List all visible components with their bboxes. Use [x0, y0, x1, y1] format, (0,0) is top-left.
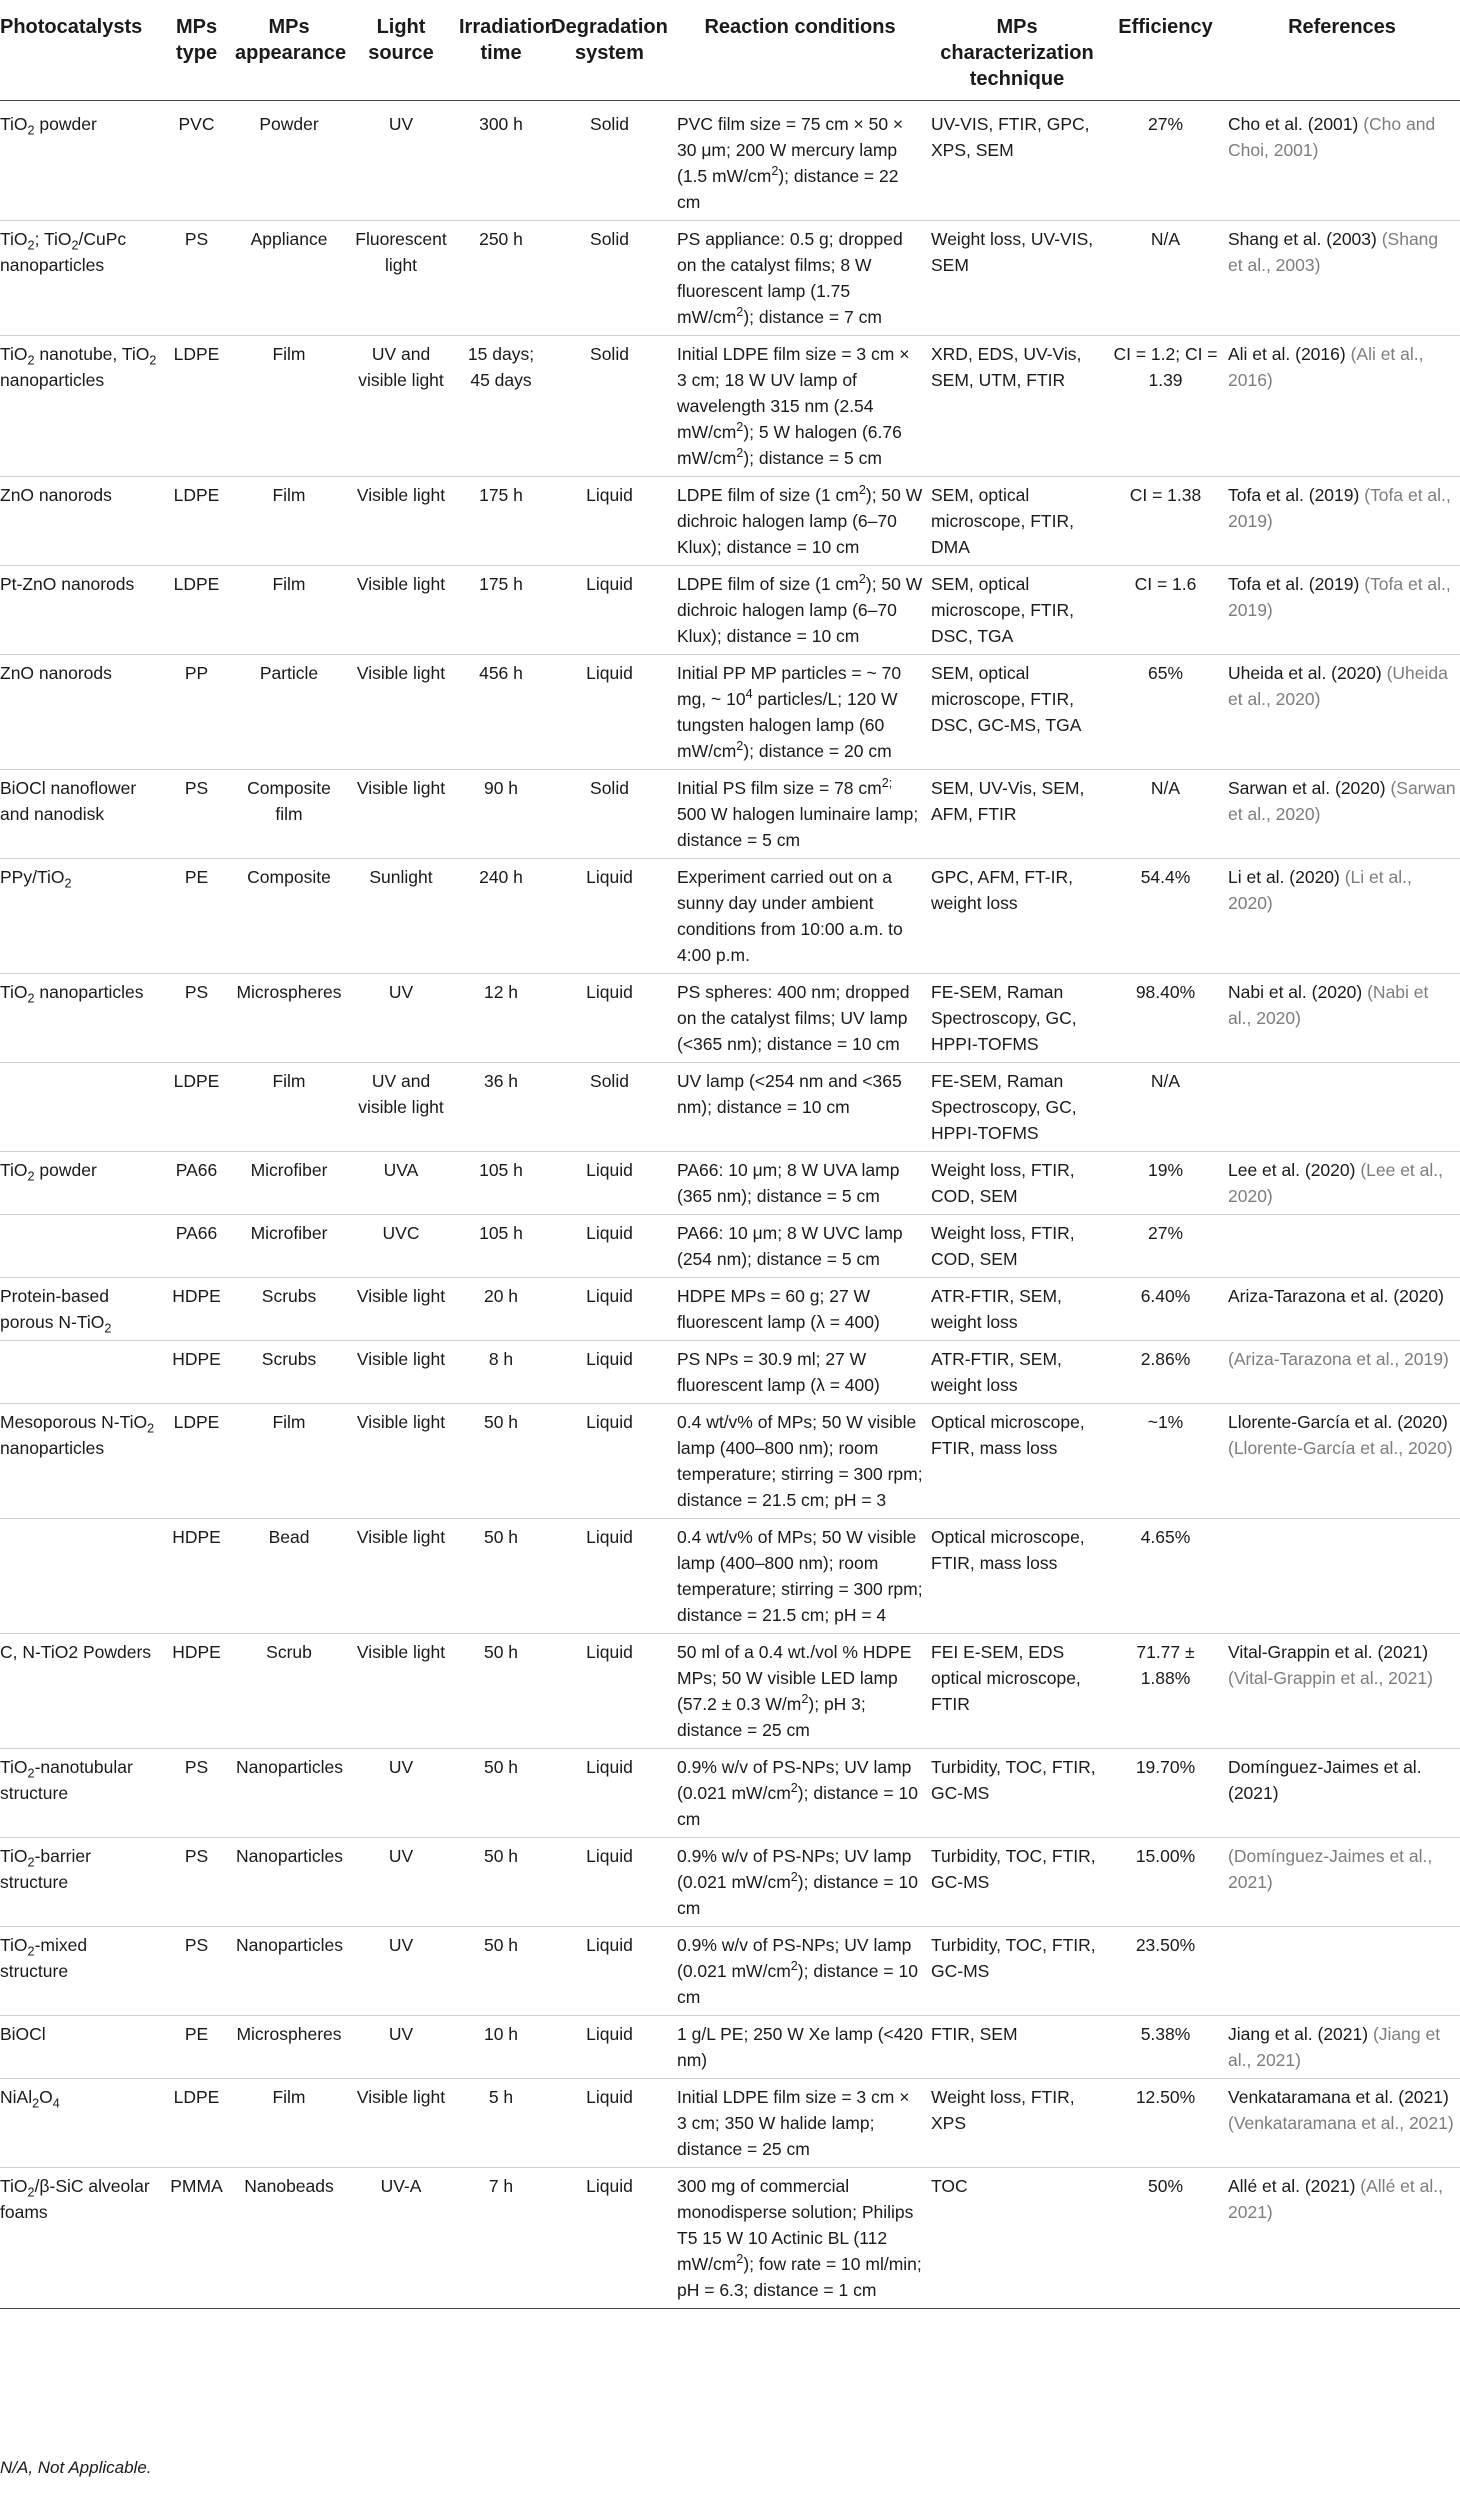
cell-photocatalyst: TiO$_2$-barrier structure	[0, 1838, 161, 1927]
cell-reaction-conditions: LDPE film of size (1 $cm^2$); 50 W dichroic halogen lamp (6–70 Klux); distance = 10 cm	[673, 477, 927, 566]
cell-mps-type: LDPE	[161, 477, 232, 566]
cell-light-source: Visible light	[346, 477, 456, 566]
col-header-mps-type: MPs type	[161, 0, 232, 101]
cell-efficiency: 71.77 ± 1.88%	[1107, 1634, 1224, 1749]
cell-mps-type: PMMA	[161, 2168, 232, 2309]
cell-characterization: FE-SEM, Raman Spectroscopy, GC, HPPI-TOFMS	[927, 1063, 1107, 1152]
cell-mps-appearance: Composite	[232, 859, 346, 974]
cell-light-source: Visible light	[346, 1519, 456, 1634]
cell-irradiation-time: 50 h	[456, 1927, 546, 2016]
cell-mps-appearance: Microfiber	[232, 1152, 346, 1215]
cell-irradiation-time: 20 h	[456, 1278, 546, 1341]
cell-irradiation-time: 300 h	[479, 114, 523, 134]
cell-photocatalyst	[0, 1063, 161, 1152]
cell-mps-type: PS	[161, 974, 232, 1063]
cell-light-source: UV	[388, 114, 414, 134]
cell-light-source: Visible light	[346, 1341, 456, 1404]
cell-characterization: SEM, optical microscope, FTIR, DMA	[927, 477, 1107, 566]
cell-mps-type: PS	[161, 1838, 232, 1927]
cell-reaction-conditions: 300 mg of commercial monodisperse solution; Philips T5 15 W 10 Actinic BL (112 $mW/cm^2$); fow rate = 10 ml/min; pH = 6.3; distance = 1 cm	[673, 2168, 927, 2309]
cell-degradation-system: Liquid	[546, 566, 673, 655]
cell-characterization: FE-SEM, Raman Spectroscopy, GC, HPPI-TOFMS	[927, 974, 1107, 1063]
cell-irradiation-time: 36 h	[456, 1063, 546, 1152]
cell-mps-appearance: Film	[232, 477, 346, 566]
cell-efficiency: ~1%	[1107, 1404, 1224, 1519]
cell-photocatalyst: C, N-TiO2 Powders	[0, 1634, 161, 1749]
cell-mps-appearance: Microspheres	[232, 974, 346, 1063]
cell-irradiation-time: 7 h	[456, 2168, 546, 2309]
cell-reference: Sarwan et al. (2020) (Sarwan et al., 2020)	[1224, 770, 1460, 859]
cell-light-source: UV	[346, 2016, 456, 2079]
cell-reaction-conditions: PA66: 10 μm; 8 W UVA lamp (365 nm); distance = 5 cm	[673, 1152, 927, 1215]
cell-mps-type: PS	[161, 1749, 232, 1838]
col-header-efficiency: Efficiency	[1107, 0, 1224, 101]
cell-reference: Venkataramana et al. (2021) (Venkataramana et al., 2021)	[1224, 2079, 1460, 2168]
col-header-degradation-system: Degradation system	[546, 0, 673, 101]
cell-characterization: GPC, AFM, FT-IR, weight loss	[927, 859, 1107, 974]
cell-degradation-system: Liquid	[546, 1634, 673, 1749]
cell-efficiency: N/A	[1107, 1063, 1224, 1152]
cell-efficiency: 15.00%	[1107, 1838, 1224, 1927]
cell-mps-appearance: Film	[232, 566, 346, 655]
cell-characterization: Turbidity, TOC, FTIR, GC-MS	[927, 1749, 1107, 1838]
cell-degradation-system: Liquid	[546, 1927, 673, 2016]
cell-photocatalyst	[0, 1215, 161, 1278]
table-row	[0, 1341, 1460, 1404]
cell-mps-appearance: Film	[232, 2079, 346, 2168]
cell-reaction-conditions: HDPE MPs = 60 g; 27 W fluorescent lamp (λ = 400)	[673, 1278, 927, 1341]
cell-mps-type: LDPE	[161, 1063, 232, 1152]
cell-mps-type: HDPE	[161, 1278, 232, 1341]
cell-reference	[1224, 1063, 1460, 1152]
cell-photocatalyst: Mesoporous N-TiO$_2$ nanoparticles	[0, 1404, 161, 1519]
cell-degradation-system: Solid	[546, 336, 673, 477]
cell-reference: Vital-Grappin et al. (2021) (Vital-Grappin et al., 2021)	[1224, 1634, 1460, 1749]
cell-degradation-system: Liquid	[546, 1215, 673, 1278]
cell-characterization: FTIR, SEM	[927, 2016, 1107, 2079]
cell-degradation-system: Liquid	[546, 1278, 673, 1341]
cell-reference: Ariza-Tarazona et al. (2020)	[1224, 1278, 1460, 1341]
cell-irradiation-time: 175 h	[456, 566, 546, 655]
cell-efficiency: 54.4%	[1107, 859, 1224, 974]
cell-efficiency: 27%	[1147, 114, 1184, 134]
cell-degradation-system: Solid	[546, 770, 673, 859]
table-row	[0, 1063, 1460, 1152]
cell-irradiation-time: 12 h	[456, 974, 546, 1063]
cell-reference: Llorente-García et al. (2020) (Llorente-García et al., 2020)	[1224, 1404, 1460, 1519]
cell-degradation-system: Liquid	[546, 2168, 673, 2309]
cell-irradiation-time: 105 h	[456, 1152, 546, 1215]
table-row	[0, 477, 1460, 566]
cell-degradation-system: Liquid	[546, 1519, 673, 1634]
cell-reaction-conditions: 0.9% w/v of PS-NPs; UV lamp (0.021 $mW/cm^2$); distance = 10 cm	[673, 1838, 927, 1927]
cell-photocatalyst: TiO$_2$ nanotube, TiO$_2$ nanoparticles	[0, 336, 161, 477]
table-row	[0, 1152, 1460, 1215]
col-header-mps-appearance: MPs appearance	[232, 0, 346, 101]
cell-mps-appearance: Bead	[232, 1519, 346, 1634]
cell-reaction-conditions: Initial PS film size = 78 $cm^{2;}$ 500 W halogen luminaire lamp; distance = 5 cm	[673, 770, 927, 859]
col-header-irradiation-time: Irradiation time	[456, 0, 546, 101]
cell-reaction-conditions: 1 g/L PE; 250 W Xe lamp (<420 nm)	[673, 2016, 927, 2079]
cell-reference: Nabi et al. (2020) (Nabi et al., 2020)	[1224, 974, 1460, 1063]
cell-light-source: Visible light	[346, 2079, 456, 2168]
cell-characterization: Optical microscope, FTIR, mass loss	[927, 1404, 1107, 1519]
cell-light-source: Visible light	[346, 1634, 456, 1749]
cell-photocatalyst: Protein-based porous N-TiO$_2$	[0, 1278, 161, 1341]
table-row	[0, 2016, 1460, 2079]
cell-reaction-conditions: 0.4 wt/v% of MPs; 50 W visible lamp (400–800 nm); room temperature; stirring = 300 rpm; distance = 21.5 cm; pH = 3	[673, 1404, 927, 1519]
cell-characterization: XRD, EDS, UV-Vis, SEM, UTM, FTIR	[927, 336, 1107, 477]
cell-mps-type: LDPE	[161, 2079, 232, 2168]
cell-degradation-system: Liquid	[546, 2016, 673, 2079]
cell-light-source: UV	[346, 1927, 456, 2016]
cell-characterization: Weight loss, UV-VIS, SEM	[927, 221, 1107, 336]
cell-reference	[1224, 1215, 1460, 1278]
cell-degradation-system: Liquid	[546, 1404, 673, 1519]
cell-reference: Li et al. (2020) (Li et al., 2020)	[1224, 859, 1460, 974]
col-header-reaction-conditions: Reaction conditions	[673, 0, 927, 101]
cell-photocatalyst: TiO$_2$ powder	[0, 1152, 161, 1215]
cell-reference: (Domínguez-Jaimes et al., 2021)	[1224, 1838, 1460, 1927]
cell-irradiation-time: 50 h	[456, 1404, 546, 1519]
col-header-references: References	[1224, 0, 1460, 101]
cell-mps-appearance: Appliance	[232, 221, 346, 336]
cell-mps-type: PA66	[161, 1215, 232, 1278]
table-row	[0, 1278, 1460, 1341]
cell-characterization: UV-VIS, FTIR, GPC, XPS, SEM	[931, 114, 1090, 160]
cell-reaction-conditions: UV lamp (<254 nm and <365 nm); distance = 10 cm	[673, 1063, 927, 1152]
cell-degradation-system: Liquid	[546, 477, 673, 566]
cell-efficiency: 2.86%	[1107, 1341, 1224, 1404]
cell-efficiency: 27%	[1107, 1215, 1224, 1278]
cell-mps-appearance: Powder	[259, 114, 319, 134]
cell-light-source: Visible light	[346, 1278, 456, 1341]
cell-mps-appearance: Particle	[232, 655, 346, 770]
cell-photocatalyst: $NiAl_2O_4$	[0, 2079, 161, 2168]
cell-reaction-conditions: Experiment carried out on a sunny day under ambient conditions from 10:00 a.m. to 4:00 p.m.	[673, 859, 927, 974]
cell-reaction-conditions: Initial PP MP particles = ~ 70 mg, ~ $10^4$ particles/L; 120 W tungsten halogen lamp (60 $mW/cm^2$); distance = 20 cm	[673, 655, 927, 770]
cell-efficiency: 65%	[1107, 655, 1224, 770]
cell-irradiation-time: 90 h	[456, 770, 546, 859]
cell-mps-type: PE	[161, 859, 232, 974]
cell-characterization: SEM, UV-Vis, SEM, AFM, FTIR	[927, 770, 1107, 859]
cell-light-source: Visible light	[346, 566, 456, 655]
cell-reference: Allé et al. (2021) (Allé et al., 2021)	[1224, 2168, 1460, 2309]
cell-mps-type: LDPE	[161, 566, 232, 655]
cell-mps-type: HDPE	[161, 1519, 232, 1634]
table-row	[0, 770, 1460, 859]
cell-photocatalyst	[0, 1519, 161, 1634]
cell-reference: Shang et al. (2003) (Shang et al., 2003)	[1224, 221, 1460, 336]
cell-irradiation-time: 240 h	[456, 859, 546, 974]
cell-reference: Tofa et al. (2019) (Tofa et al., 2019)	[1224, 566, 1460, 655]
cell-characterization: ATR-FTIR, SEM, weight loss	[927, 1278, 1107, 1341]
cell-mps-appearance: Nanoparticles	[232, 1838, 346, 1927]
cell-characterization: TOC	[927, 2168, 1107, 2309]
table-row	[0, 1838, 1460, 1927]
cell-photocatalyst: TiO$_2$ nanoparticles	[0, 974, 161, 1063]
cell-characterization: Optical microscope, FTIR, mass loss	[927, 1519, 1107, 1634]
cell-degradation-system: Liquid	[546, 1152, 673, 1215]
table-row	[0, 1215, 1460, 1278]
cell-light-source: Visible light	[346, 1404, 456, 1519]
table-row	[0, 1404, 1460, 1519]
cell-mps-appearance: Scrubs	[232, 1278, 346, 1341]
cell-mps-appearance: Microfiber	[232, 1215, 346, 1278]
cell-irradiation-time: 456 h	[456, 655, 546, 770]
cell-reaction-conditions: Initial LDPE film size = 3 cm × 3 cm; 350 W halide lamp; distance = 25 cm	[673, 2079, 927, 2168]
cell-reaction-conditions: Initial LDPE film size = 3 cm × 3 cm; 18 W UV lamp of wavelength 315 nm (2.54 $mW/cm^2$); 5 W halogen (6.76 $mW/cm^2$); distance = 5 cm	[673, 336, 927, 477]
cell-reference: Tofa et al. (2019) (Tofa et al., 2019)	[1224, 477, 1460, 566]
table-row	[0, 974, 1460, 1063]
cell-efficiency: 4.65%	[1107, 1519, 1224, 1634]
cell-reaction-conditions: PA66: 10 μm; 8 W UVC lamp (254 nm); distance = 5 cm	[673, 1215, 927, 1278]
cell-irradiation-time: 10 h	[456, 2016, 546, 2079]
cell-reference: Jiang et al. (2021) (Jiang et al., 2021)	[1224, 2016, 1460, 2079]
cell-efficiency: 19%	[1107, 1152, 1224, 1215]
cell-photocatalyst: BiOCl	[0, 2016, 161, 2079]
cell-characterization: Weight loss, FTIR, COD, SEM	[927, 1152, 1107, 1215]
cell-reference: Uheida et al. (2020) (Uheida et al., 2020)	[1224, 655, 1460, 770]
cell-characterization: Turbidity, TOC, FTIR, GC-MS	[927, 1838, 1107, 1927]
cell-photocatalyst: TiO$_2$; TiO$_2$/CuPc nanoparticles	[0, 221, 161, 336]
table-row	[0, 1519, 1460, 1634]
cell-photocatalyst: ZnO nanorods	[0, 655, 161, 770]
cell-mps-type: PS	[161, 770, 232, 859]
table-body	[0, 101, 1460, 2309]
cell-mps-appearance: Composite film	[232, 770, 346, 859]
cell-light-source: UV and visible light	[346, 336, 456, 477]
table-row	[0, 101, 1460, 221]
cell-degradation-system: Solid	[590, 114, 629, 134]
cell-light-source: UV	[346, 1838, 456, 1927]
cell-characterization: Weight loss, FTIR, XPS	[927, 2079, 1107, 2168]
cell-mps-type: PP	[161, 655, 232, 770]
cell-reaction-conditions: PS appliance: 0.5 g; dropped on the catalyst films; 8 W fluorescent lamp (1.75 $mW/cm^2$); distance = 7 cm	[673, 221, 927, 336]
cell-mps-type: HDPE	[161, 1341, 232, 1404]
cell-characterization: ATR-FTIR, SEM, weight loss	[927, 1341, 1107, 1404]
cell-irradiation-time: 15 days; 45 days	[456, 336, 546, 477]
cell-efficiency: 6.40%	[1107, 1278, 1224, 1341]
cell-light-source: Visible light	[346, 770, 456, 859]
cell-mps-type: PS	[161, 221, 232, 336]
cell-characterization: FEI E-SEM, EDS optical microscope, FTIR	[927, 1634, 1107, 1749]
cell-efficiency: 5.38%	[1107, 2016, 1224, 2079]
cell-light-source: UVA	[346, 1152, 456, 1215]
cell-mps-type: HDPE	[161, 1634, 232, 1749]
table-row	[0, 221, 1460, 336]
cell-mps-appearance: Nanoparticles	[232, 1749, 346, 1838]
cell-degradation-system: Liquid	[546, 974, 673, 1063]
cell-irradiation-time: 175 h	[456, 477, 546, 566]
table-row	[0, 859, 1460, 974]
cell-efficiency: 12.50%	[1107, 2079, 1224, 2168]
cell-reference: Ali et al. (2016) (Ali et al., 2016)	[1224, 336, 1460, 477]
cell-mps-type: PE	[161, 2016, 232, 2079]
cell-reference	[1224, 1519, 1460, 1634]
cell-irradiation-time: 50 h	[456, 1634, 546, 1749]
cell-efficiency: CI = 1.38	[1107, 477, 1224, 566]
cell-mps-type: LDPE	[161, 1404, 232, 1519]
cell-efficiency: 50%	[1107, 2168, 1224, 2309]
cell-photocatalyst: TiO$_2$ powder	[0, 114, 97, 138]
cell-efficiency: 98.40%	[1107, 974, 1224, 1063]
table-row	[0, 2079, 1460, 2168]
cell-efficiency: 23.50%	[1107, 1927, 1224, 2016]
cell-characterization: Weight loss, FTIR, COD, SEM	[927, 1215, 1107, 1278]
cell-photocatalyst: PPy/TiO$_2$	[0, 859, 161, 974]
cell-reference	[1224, 1927, 1460, 2016]
cell-reference: Lee et al. (2020) (Lee et al., 2020)	[1224, 1152, 1460, 1215]
cell-irradiation-time: 50 h	[456, 1838, 546, 1927]
cell-photocatalyst: Pt-ZnO nanorods	[0, 566, 161, 655]
cell-irradiation-time: 50 h	[456, 1749, 546, 1838]
cell-mps-appearance: Scrubs	[232, 1341, 346, 1404]
cell-reaction-conditions: 50 ml of a 0.4 wt./vol % HDPE MPs; 50 W visible LED lamp (57.2 ± 0.3 $W/m^2$); pH 3; distance = 25 cm	[673, 1634, 927, 1749]
cell-mps-appearance: Nanoparticles	[232, 1927, 346, 2016]
cell-reaction-conditions: LDPE film of size (1 $cm^2$); 50 W dichroic halogen lamp (6–70 Klux); distance = 10 cm	[673, 566, 927, 655]
cell-photocatalyst: TiO$_2$-mixed structure	[0, 1927, 161, 2016]
cell-light-source: Sunlight	[346, 859, 456, 974]
cell-photocatalyst: TiO$_2$/β-SiC alveolar foams	[0, 2168, 161, 2309]
table-row	[0, 1634, 1460, 1749]
cell-light-source: UV-A	[346, 2168, 456, 2309]
table-row	[0, 566, 1460, 655]
cell-mps-appearance: Nanobeads	[232, 2168, 346, 2309]
cell-mps-appearance: Microspheres	[232, 2016, 346, 2079]
cell-mps-appearance: Film	[232, 1404, 346, 1519]
cell-degradation-system: Liquid	[546, 859, 673, 974]
col-header-photocatalysts: Photocatalysts	[0, 0, 161, 101]
cell-reaction-conditions: PVC film size = 75 cm × 50 × 30 μm; 200 W mercury lamp (1.5 $mW/cm^2$); distance = 22 cm	[677, 114, 904, 212]
cell-light-source: UV and visible light	[346, 1063, 456, 1152]
cell-efficiency: N/A	[1107, 770, 1224, 859]
cell-photocatalyst: TiO$_2$-nanotubular structure	[0, 1749, 161, 1838]
table-row	[0, 336, 1460, 477]
table-row	[0, 2168, 1460, 2309]
cell-light-source: UV	[346, 1749, 456, 1838]
cell-irradiation-time: 105 h	[456, 1215, 546, 1278]
cell-degradation-system: Liquid	[546, 655, 673, 770]
cell-degradation-system: Solid	[546, 221, 673, 336]
table-footnote: N/A, Not Applicable.	[0, 2458, 152, 2477]
cell-light-source: Visible light	[346, 655, 456, 770]
cell-light-source: UV	[346, 974, 456, 1063]
table-row	[0, 655, 1460, 770]
cell-degradation-system: Solid	[546, 1063, 673, 1152]
cell-light-source: Fluorescent light	[346, 221, 456, 336]
cell-reaction-conditions: PS NPs = 30.9 ml; 27 W fluorescent lamp (λ = 400)	[673, 1341, 927, 1404]
cell-characterization: SEM, optical microscope, FTIR, DSC, TGA	[927, 566, 1107, 655]
cell-irradiation-time: 5 h	[456, 2079, 546, 2168]
cell-mps-appearance: Film	[232, 336, 346, 477]
table-header-row	[0, 0, 1460, 101]
cell-photocatalyst: ZnO nanorods	[0, 477, 161, 566]
cell-reaction-conditions: 0.9% w/v of PS-NPs; UV lamp (0.021 $mW/cm^2$); distance = 10 cm	[673, 1927, 927, 2016]
table-row	[0, 1749, 1460, 1838]
table-row	[0, 1927, 1460, 2016]
cell-degradation-system: Liquid	[546, 2079, 673, 2168]
cell-mps-type: PS	[161, 1927, 232, 2016]
cell-irradiation-time: 50 h	[456, 1519, 546, 1634]
cell-characterization: SEM, optical microscope, FTIR, DSC, GC-MS, TGA	[927, 655, 1107, 770]
cell-characterization: Turbidity, TOC, FTIR, GC-MS	[927, 1927, 1107, 2016]
cell-reference: Cho et al. (2001) (Cho and Choi, 2001)	[1228, 114, 1436, 160]
col-header-characterization: MPs characterization technique	[927, 0, 1107, 101]
cell-irradiation-time: 8 h	[456, 1341, 546, 1404]
cell-degradation-system: Liquid	[546, 1749, 673, 1838]
cell-efficiency: 19.70%	[1107, 1749, 1224, 1838]
cell-mps-type: PVC	[178, 114, 215, 134]
col-header-light-source: Light source	[346, 0, 456, 101]
cell-degradation-system: Liquid	[546, 1838, 673, 1927]
cell-irradiation-time: 250 h	[456, 221, 546, 336]
cell-efficiency: CI = 1.6	[1107, 566, 1224, 655]
cell-photocatalyst	[0, 1341, 161, 1404]
cell-degradation-system: Liquid	[546, 1341, 673, 1404]
cell-photocatalyst: BiOCl nanoflower and nanodisk	[0, 770, 161, 859]
cell-reaction-conditions: 0.4 wt/v% of MPs; 50 W visible lamp (400–800 nm); room temperature; stirring = 300 rpm; distance = 21.5 cm; pH = 4	[673, 1519, 927, 1634]
cell-efficiency: CI = 1.2; CI = 1.39	[1107, 336, 1224, 477]
cell-efficiency: N/A	[1107, 221, 1224, 336]
cell-reaction-conditions: 0.9% w/v of PS-NPs; UV lamp (0.021 $mW/cm^2$); distance = 10 cm	[673, 1749, 927, 1838]
cell-mps-type: LDPE	[161, 336, 232, 477]
cell-mps-type: PA66	[161, 1152, 232, 1215]
cell-reaction-conditions: PS spheres: 400 nm; dropped on the catalyst films; UV lamp (<365 nm); distance = 10 cm	[673, 974, 927, 1063]
cell-mps-appearance: Film	[232, 1063, 346, 1152]
cell-reference: Domínguez-Jaimes et al. (2021)	[1224, 1749, 1460, 1838]
cell-reference: (Ariza-Tarazona et al., 2019)	[1224, 1341, 1460, 1404]
cell-light-source: UVC	[346, 1215, 456, 1278]
cell-mps-appearance: Scrub	[232, 1634, 346, 1749]
